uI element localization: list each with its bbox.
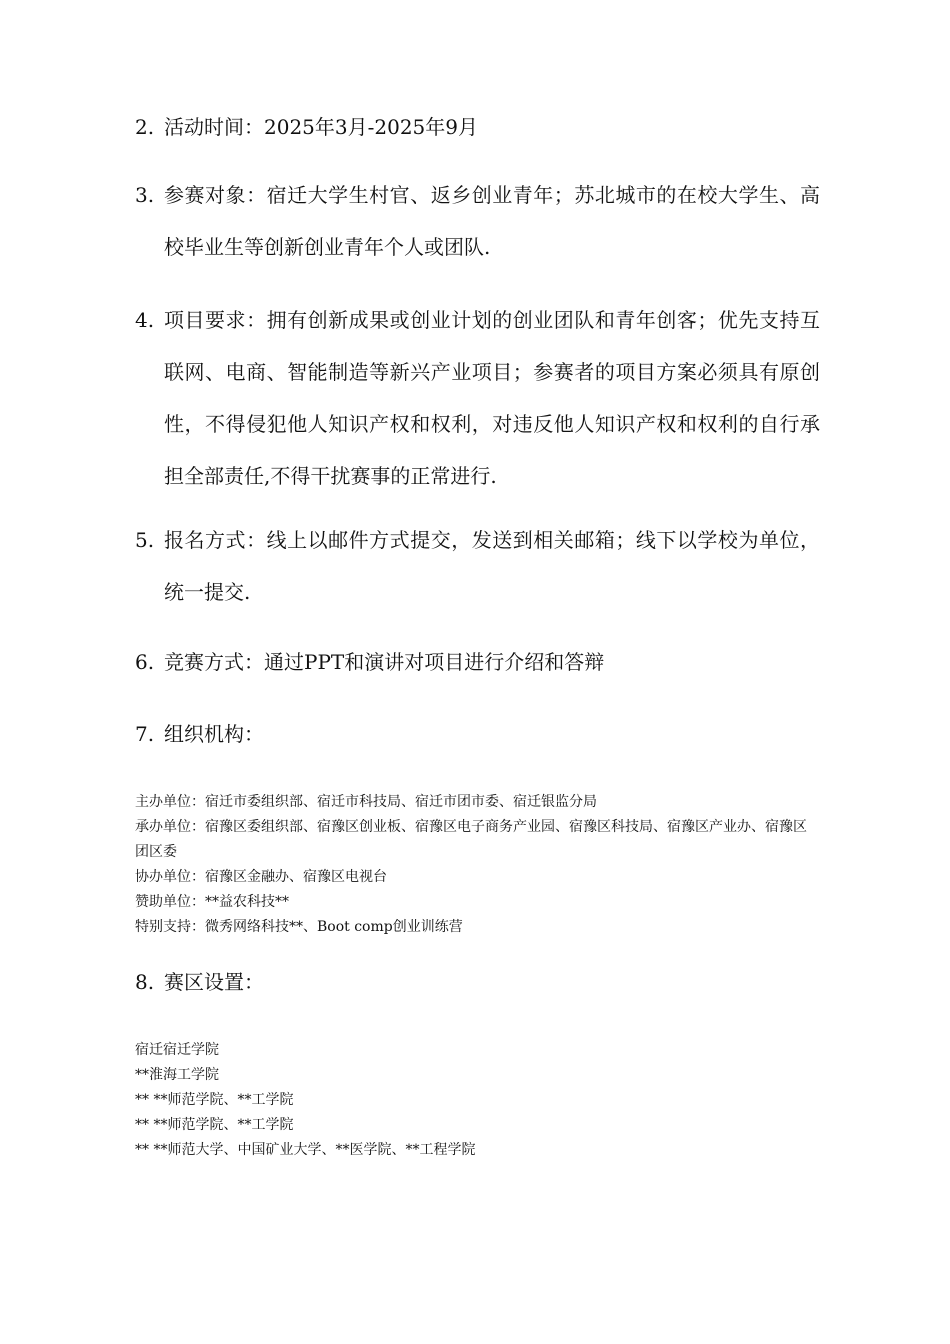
item-number: 3. — [135, 183, 155, 207]
division-line: ** **师范大学、中国矿业大学、**医学院、**工程学院 — [135, 1142, 476, 1158]
list-item — [135, 636, 820, 688]
item-text: 活动时间：2025年3月-2025年9月 — [164, 115, 479, 139]
item-number: 6. — [135, 650, 155, 674]
item-text: 项目要求：拥有创新成果或创业计划的创业团队和青年创客；优先支持互联网、电商、智能制造等新兴产业项目；参赛者的项目方案必须具有原创性，不得侵犯他人知识产权和权利，对违反他人知识产权和权利的自行承担全部责任,不得干扰赛事的正常进行. — [164, 308, 820, 488]
division-line: 宿迁宿迁学院 — [135, 1042, 219, 1058]
list-item — [135, 294, 820, 502]
list-item — [135, 956, 820, 1008]
organizer-line: 赞助单位：**益农科技** — [135, 894, 289, 910]
division-line: ** **师范学院、**工学院 — [135, 1117, 294, 1133]
division-line: ** **师范学院、**工学院 — [135, 1092, 294, 1108]
list-item — [135, 514, 820, 618]
item-text: 竞赛方式：通过PPT和演讲对项目进行介绍和答辩 — [164, 650, 605, 674]
organizer-line: 主办单位：宿迁市委组织部、宿迁市科技局、宿迁市团市委、宿迁银监分局 — [135, 794, 597, 810]
item-text: 赛区设置： — [164, 970, 264, 994]
item-text: 参赛对象：宿迁大学生村官、返乡创业青年；苏北城市的在校大学生、高校毕业生等创新创业青年个人或团队. — [164, 183, 820, 259]
division-list — [135, 1038, 820, 1163]
item-number: 7. — [135, 722, 155, 746]
organizer-line: 协办单位：宿豫区金融办、宿豫区电视台 — [135, 869, 387, 885]
list-item — [135, 101, 820, 153]
organizer-line: 承办单位：宿豫区委组织部、宿豫区创业板、宿豫区电子商务产业园、宿豫区科技局、宿豫区产业办、宿豫区团区委 — [135, 819, 807, 860]
item-text: 组织机构： — [164, 722, 264, 746]
list-item — [135, 169, 820, 273]
item-number: 5. — [135, 528, 155, 552]
item-number: 8. — [135, 970, 155, 994]
organizer-line: 特别支持：微秀网络科技**、Boot comp创业训练营 — [135, 919, 463, 935]
organizer-list — [135, 790, 820, 940]
list-item — [135, 708, 820, 760]
item-text: 报名方式：线上以邮件方式提交，发送到相关邮箱；线下以学校为单位，统一提交. — [164, 528, 820, 604]
item-number: 2. — [135, 115, 155, 139]
division-line: **淮海工学院 — [135, 1067, 219, 1083]
item-number: 4. — [135, 308, 155, 332]
